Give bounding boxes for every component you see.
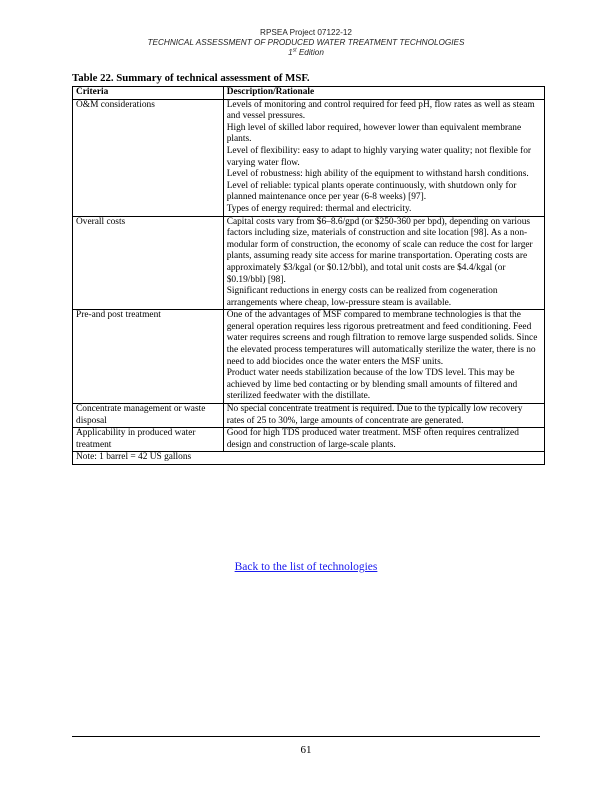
criteria-cell: Overall costs [73,216,224,310]
back-to-technologies-link[interactable]: Back to the list of technologies [234,561,378,573]
description-paragraph: No special concentrate treatment is required. Due to the typically low recovery rates of 25 to 30%, large amounts of concentrate are generated. [226,404,523,426]
description-paragraph: Levels of monitoring and control required for feed pH, flow rates as well as steam and vessel pressures. [226,99,535,122]
back-link-container [0,561,612,573]
table-row [73,99,545,216]
edition-word: Edition [296,48,324,57]
assessment-table [72,86,545,465]
column-header-description: Description/Rationale [223,87,544,100]
edition-suffix: st [292,47,297,54]
header-title: TECHNICAL ASSESSMENT OF PRODUCED WATER TREATMENT TECHNOLOGIES [147,38,465,47]
criteria-cell: Applicability in produced water treatment [73,428,224,452]
description-paragraph: Level of reliable: typical plants operate continuously, with shutdown only for planned maintenance once per year (6-8 weeks) [97]. [226,180,517,203]
description-cell [223,404,544,428]
description-cell [223,99,544,216]
column-header-criteria: Criteria [73,87,224,100]
description-paragraph: Capital costs vary from $6–8.6/gpd (or $250-360 per bpd), depending on various factors including size, materials of construction and site location [98]. As a non-modular form of construction, the economy of scale can reduce the cost for larger plants, assuming ready site access for marine transportation. Operating costs are approximately $3/kgal (or $0.12/bbl), and total unit costs are $4.4/kgal (or $0.19/bbl) [98]. [226,216,533,285]
table-row [73,310,545,404]
page-number: 61 [300,744,312,756]
table-header-row [73,87,545,100]
criteria-cell: Concentrate management or waste disposal [73,404,224,428]
description-cell [223,216,544,310]
edition-number: 1 [288,48,293,57]
footer-divider [72,736,540,737]
table-row [73,428,545,452]
description-cell [223,310,544,404]
description-paragraph: One of the advantages of MSF compared to membrane technologies is that the general operation requires less rigorous pretreatment and feed conditioning. Feed water requires screens and rough filtration to remove large suspended solids. Since the elevated process temperatures will automatically sterilize the water, there is no need to add biocides once the water enters the MSF units. [226,310,538,367]
header-edition [0,48,612,58]
table-row [73,216,545,310]
description-paragraph: High level of skilled labor required, however lower than equivalent membrane plants. [226,122,522,145]
criteria-cell: O&M considerations [73,99,224,216]
description-paragraph: Level of robustness: high ability of the equipment to withstand harsh conditions. [226,169,529,180]
description-paragraph: Level of flexibility: easy to adapt to highly varying water quality; not flexible for varying water flow. [226,145,532,168]
criteria-cell: Pre-and post treatment [73,310,224,404]
description-cell [223,428,544,452]
description-paragraph: Good for high TDS produced water treatment. MSF often requires centralized design and construction of large-scale plants. [226,428,519,450]
page-header [0,28,612,58]
description-paragraph: Types of energy required: thermal and electricity. [226,203,412,214]
table-row [73,404,545,428]
description-paragraph: Significant reductions in energy costs can be realized from cogeneration arrangements where cheap, low-pressure steam is available. [226,286,498,308]
table-title: Table 22. Summary of technical assessment of MSF. [72,72,310,84]
table-note: Note: 1 barrel = 42 US gallons [73,452,545,465]
description-paragraph: Product water needs stabilization because of the low TDS level. This may be achieved by lime bed contacting or by blending small amounts of filtered and sterilized feedwater with the distillate. [226,368,518,402]
header-project: RPSEA Project 07122-12 [260,28,352,37]
table-note-row [73,452,545,465]
